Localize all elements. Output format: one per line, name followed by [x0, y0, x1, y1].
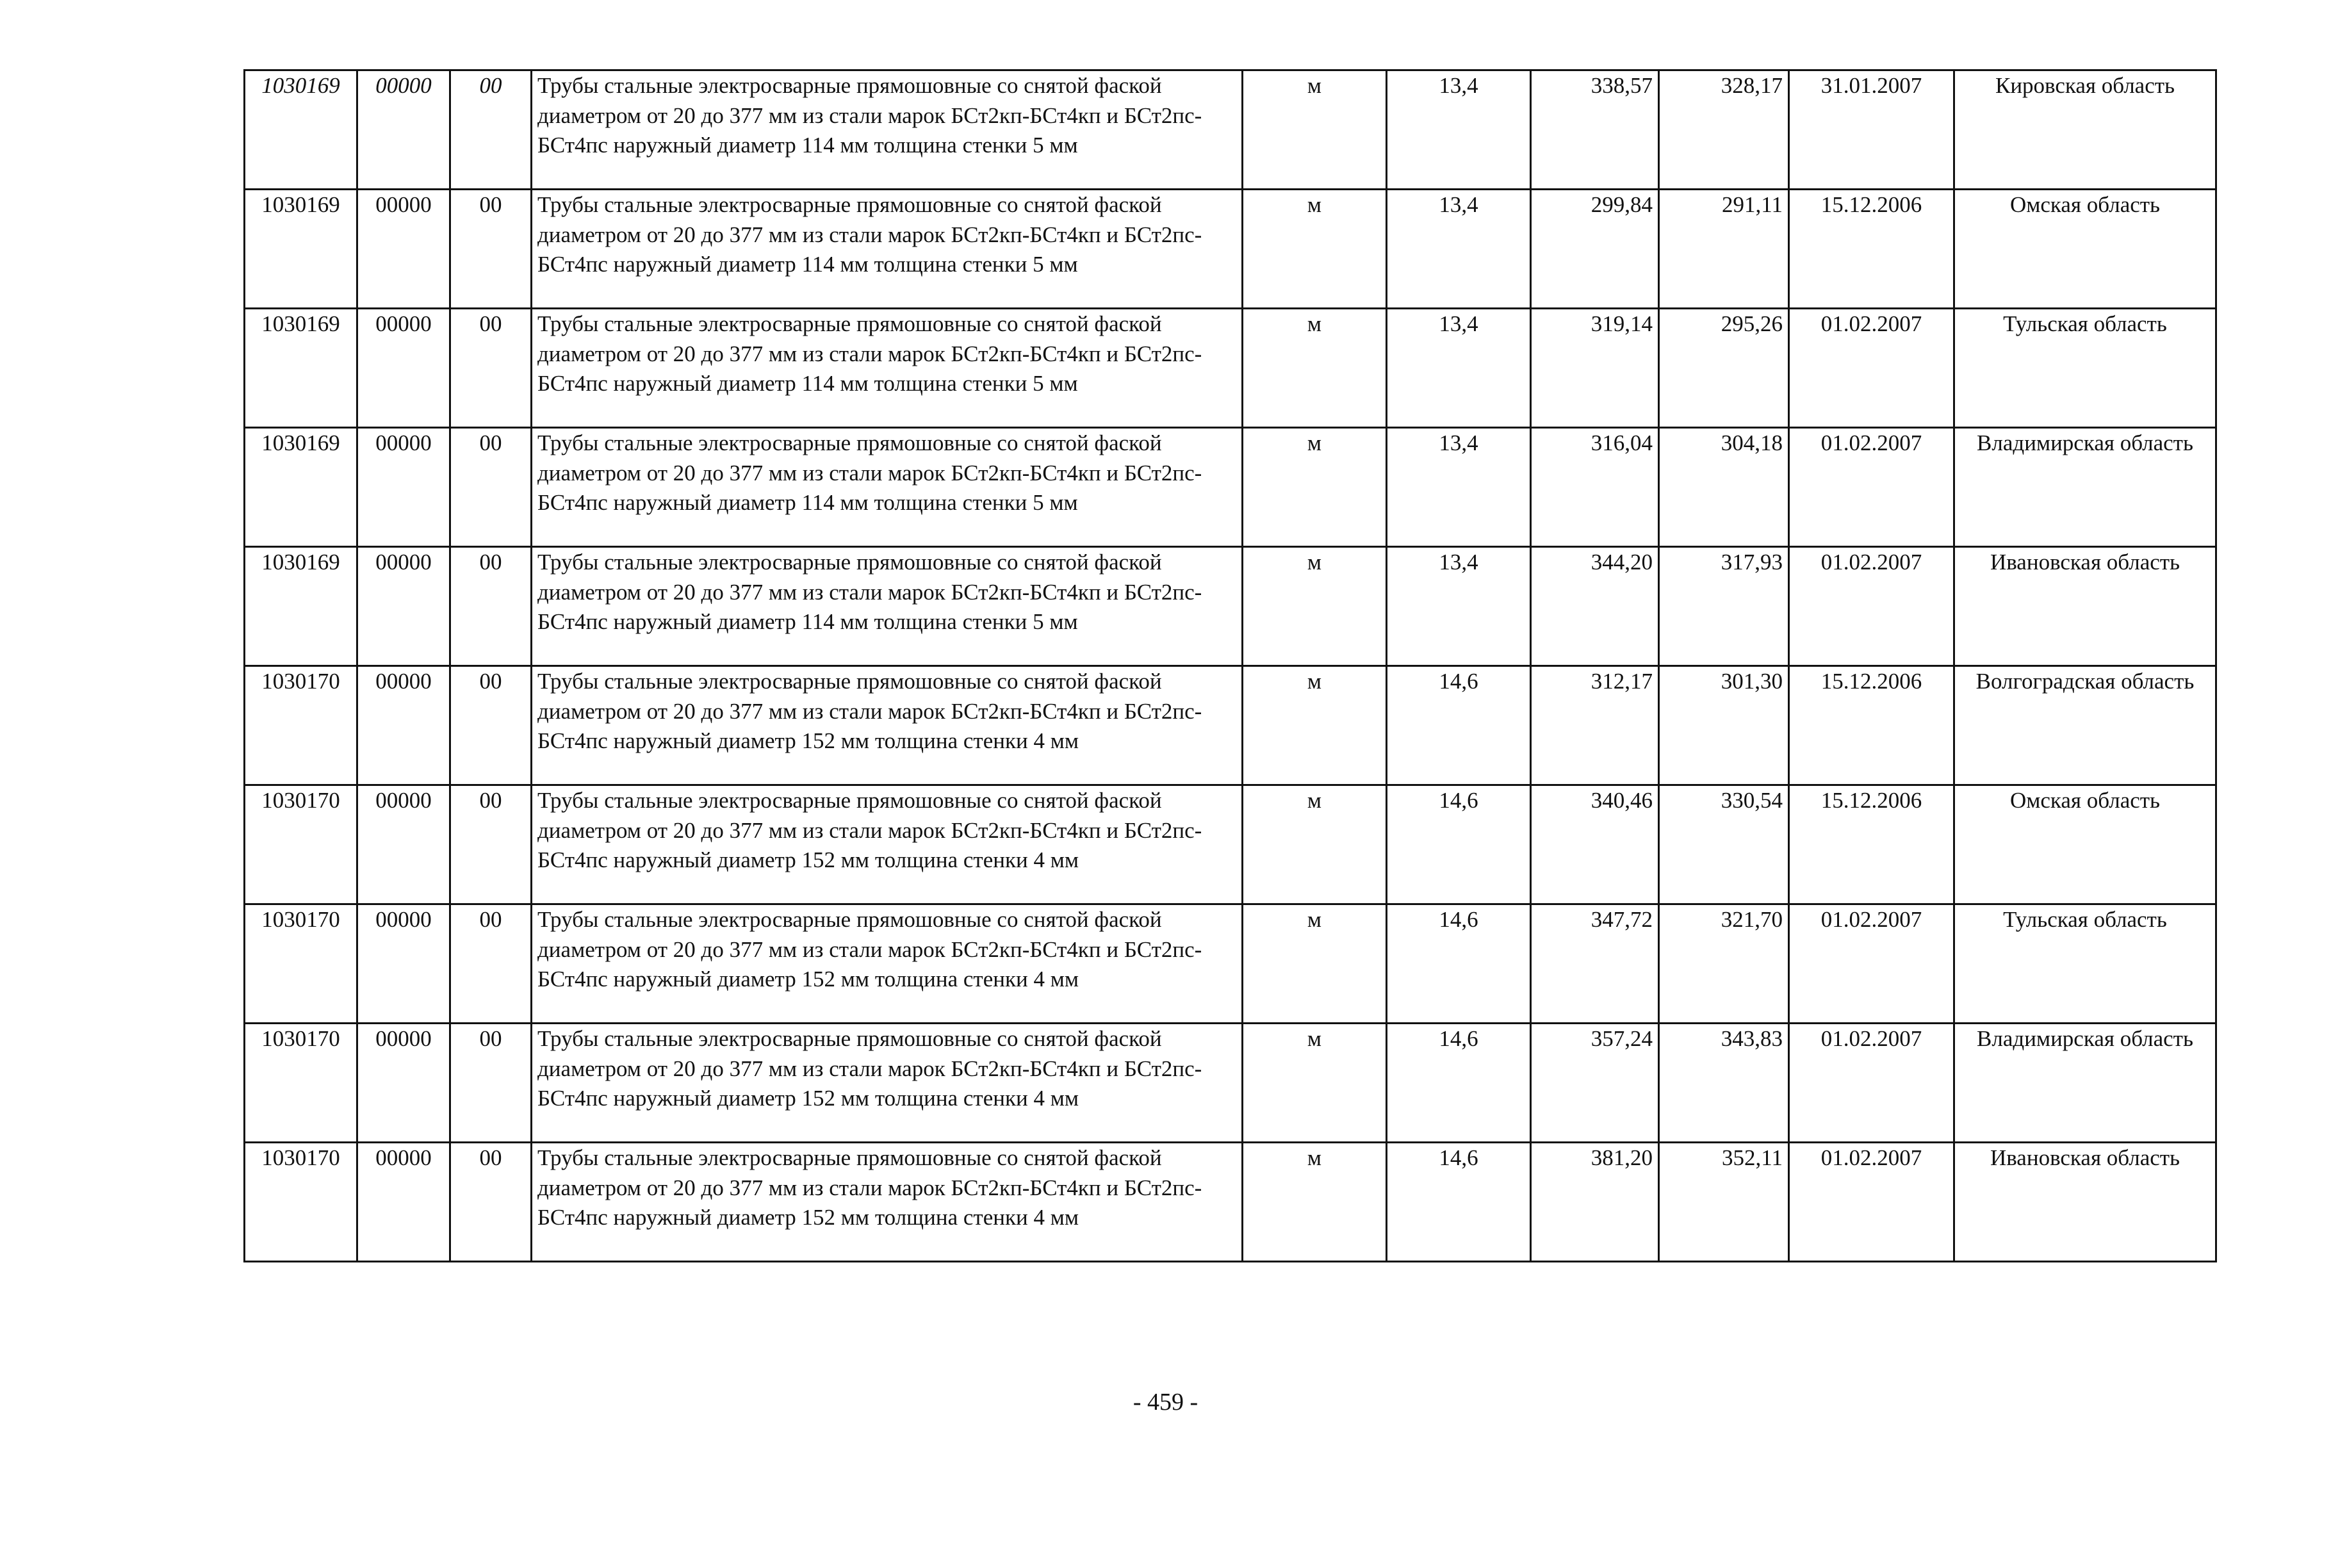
ext-code: 00	[450, 547, 532, 666]
date: 15.12.2006	[1789, 190, 1954, 309]
table-row	[245, 904, 2216, 1024]
item-code: 1030170	[245, 904, 357, 1024]
date: 01.02.2007	[1789, 1143, 1954, 1262]
table-row	[245, 547, 2216, 666]
item-code: 1030170	[245, 1024, 357, 1143]
region: Ивановская область	[1954, 1143, 2216, 1262]
date: 15.12.2006	[1789, 785, 1954, 904]
sub-code: 00000	[357, 1143, 450, 1262]
weight: 13,4	[1387, 547, 1531, 666]
ext-code: 00	[450, 1143, 532, 1262]
item-description: Трубы стальные электросварные прямошовные со снятой фаской диаметром от 20 до 377 мм из стали марок БСт2кп-БСт4кп и БСт2пс-БСт4пс наружный диаметр 152 мм толщина стенки 4 мм	[532, 666, 1243, 785]
region: Омская область	[1954, 190, 2216, 309]
item-code: 1030170	[245, 666, 357, 785]
item-description: Трубы стальные электросварные прямошовные со снятой фаской диаметром от 20 до 377 мм из стали марок БСт2кп-БСт4кп и БСт2пс-БСт4пс наружный диаметр 114 мм толщина стенки 5 мм	[532, 428, 1243, 547]
sub-code: 00000	[357, 190, 450, 309]
item-description: Трубы стальные электросварные прямошовные со снятой фаской диаметром от 20 до 377 мм из стали марок БСт2кп-БСт4кп и БСт2пс-БСт4пс наружный диаметр 114 мм толщина стенки 5 мм	[532, 309, 1243, 428]
item-description: Трубы стальные электросварные прямошовные со снятой фаской диаметром от 20 до 377 мм из стали марок БСт2кп-БСт4кп и БСт2пс-БСт4пс наружный диаметр 114 мм толщина стенки 5 мм	[532, 547, 1243, 666]
region: Омская область	[1954, 785, 2216, 904]
price-2: 304,18	[1659, 428, 1789, 547]
unit: м	[1243, 1143, 1387, 1262]
weight: 14,6	[1387, 1024, 1531, 1143]
region: Владимирская область	[1954, 428, 2216, 547]
sub-code: 00000	[357, 1024, 450, 1143]
price-1: 347,72	[1531, 904, 1659, 1024]
item-description: Трубы стальные электросварные прямошовные со снятой фаской диаметром от 20 до 377 мм из стали марок БСт2кп-БСт4кп и БСт2пс-БСт4пс наружный диаметр 152 мм толщина стенки 4 мм	[532, 1143, 1243, 1262]
weight: 14,6	[1387, 904, 1531, 1024]
item-description: Трубы стальные электросварные прямошовные со снятой фаской диаметром от 20 до 377 мм из стали марок БСт2кп-БСт4кп и БСт2пс-БСт4пс наружный диаметр 152 мм толщина стенки 4 мм	[532, 904, 1243, 1024]
item-code: 1030169	[245, 190, 357, 309]
unit: м	[1243, 547, 1387, 666]
weight: 13,4	[1387, 428, 1531, 547]
item-code: 1030170	[245, 1143, 357, 1262]
price-2: 317,93	[1659, 547, 1789, 666]
ext-code: 00	[450, 785, 532, 904]
item-code: 1030169	[245, 547, 357, 666]
item-code: 1030170	[245, 785, 357, 904]
sub-code: 00000	[357, 309, 450, 428]
sub-code: 00000	[357, 785, 450, 904]
item-description: Трубы стальные электросварные прямошовные со снятой фаской диаметром от 20 до 377 мм из стали марок БСт2кп-БСт4кп и БСт2пс-БСт4пс наружный диаметр 152 мм толщина стенки 4 мм	[532, 785, 1243, 904]
ext-code: 00	[450, 70, 532, 190]
price-1: 338,57	[1531, 70, 1659, 190]
date: 01.02.2007	[1789, 904, 1954, 1024]
sub-code: 00000	[357, 666, 450, 785]
sub-code: 00000	[357, 428, 450, 547]
price-1: 312,17	[1531, 666, 1659, 785]
ext-code: 00	[450, 309, 532, 428]
weight: 13,4	[1387, 190, 1531, 309]
price-1: 357,24	[1531, 1024, 1659, 1143]
table-row	[245, 190, 2216, 309]
date: 01.02.2007	[1789, 309, 1954, 428]
sub-code: 00000	[357, 547, 450, 666]
table-row	[245, 70, 2216, 190]
item-description: Трубы стальные электросварные прямошовные со снятой фаской диаметром от 20 до 377 мм из стали марок БСт2кп-БСт4кп и БСт2пс-БСт4пс наружный диаметр 152 мм толщина стенки 4 мм	[532, 1024, 1243, 1143]
price-2: 330,54	[1659, 785, 1789, 904]
price-1: 316,04	[1531, 428, 1659, 547]
price-1: 299,84	[1531, 190, 1659, 309]
unit: м	[1243, 785, 1387, 904]
price-2: 321,70	[1659, 904, 1789, 1024]
table-row	[245, 309, 2216, 428]
table-row	[245, 428, 2216, 547]
weight: 13,4	[1387, 70, 1531, 190]
price-table-container	[243, 69, 2217, 1262]
weight: 14,6	[1387, 1143, 1531, 1262]
item-description: Трубы стальные электросварные прямошовные со снятой фаской диаметром от 20 до 377 мм из стали марок БСт2кп-БСт4кп и БСт2пс-БСт4пс наружный диаметр 114 мм толщина стенки 5 мм	[532, 70, 1243, 190]
date: 01.02.2007	[1789, 428, 1954, 547]
price-2: 301,30	[1659, 666, 1789, 785]
table-row	[245, 1143, 2216, 1262]
price-1: 344,20	[1531, 547, 1659, 666]
sub-code: 00000	[357, 904, 450, 1024]
table-row	[245, 666, 2216, 785]
item-code: 1030169	[245, 70, 357, 190]
weight: 14,6	[1387, 666, 1531, 785]
unit: м	[1243, 190, 1387, 309]
date: 01.02.2007	[1789, 1024, 1954, 1143]
region: Ивановская область	[1954, 547, 2216, 666]
region: Кировская область	[1954, 70, 2216, 190]
unit: м	[1243, 70, 1387, 190]
price-2: 352,11	[1659, 1143, 1789, 1262]
unit: м	[1243, 904, 1387, 1024]
region: Волгоградская область	[1954, 666, 2216, 785]
price-1: 340,46	[1531, 785, 1659, 904]
ext-code: 00	[450, 666, 532, 785]
price-1: 381,20	[1531, 1143, 1659, 1262]
page-number: - 459 -	[1133, 1389, 1198, 1416]
price-2: 295,26	[1659, 309, 1789, 428]
date: 01.02.2007	[1789, 547, 1954, 666]
price-1: 319,14	[1531, 309, 1659, 428]
item-code: 1030169	[245, 428, 357, 547]
region: Тульская область	[1954, 904, 2216, 1024]
region: Владимирская область	[1954, 1024, 2216, 1143]
date: 31.01.2007	[1789, 70, 1954, 190]
price-2: 343,83	[1659, 1024, 1789, 1143]
item-code: 1030169	[245, 309, 357, 428]
unit: м	[1243, 309, 1387, 428]
unit: м	[1243, 1024, 1387, 1143]
ext-code: 00	[450, 428, 532, 547]
ext-code: 00	[450, 190, 532, 309]
price-2: 328,17	[1659, 70, 1789, 190]
ext-code: 00	[450, 1024, 532, 1143]
ext-code: 00	[450, 904, 532, 1024]
table-row	[245, 785, 2216, 904]
region: Тульская область	[1954, 309, 2216, 428]
item-description: Трубы стальные электросварные прямошовные со снятой фаской диаметром от 20 до 377 мм из стали марок БСт2кп-БСт4кп и БСт2пс-БСт4пс наружный диаметр 114 мм толщина стенки 5 мм	[532, 190, 1243, 309]
table-row	[245, 1024, 2216, 1143]
weight: 14,6	[1387, 785, 1531, 904]
date: 15.12.2006	[1789, 666, 1954, 785]
unit: м	[1243, 428, 1387, 547]
price-table	[243, 69, 2217, 1262]
weight: 13,4	[1387, 309, 1531, 428]
sub-code: 00000	[357, 70, 450, 190]
price-2: 291,11	[1659, 190, 1789, 309]
unit: м	[1243, 666, 1387, 785]
